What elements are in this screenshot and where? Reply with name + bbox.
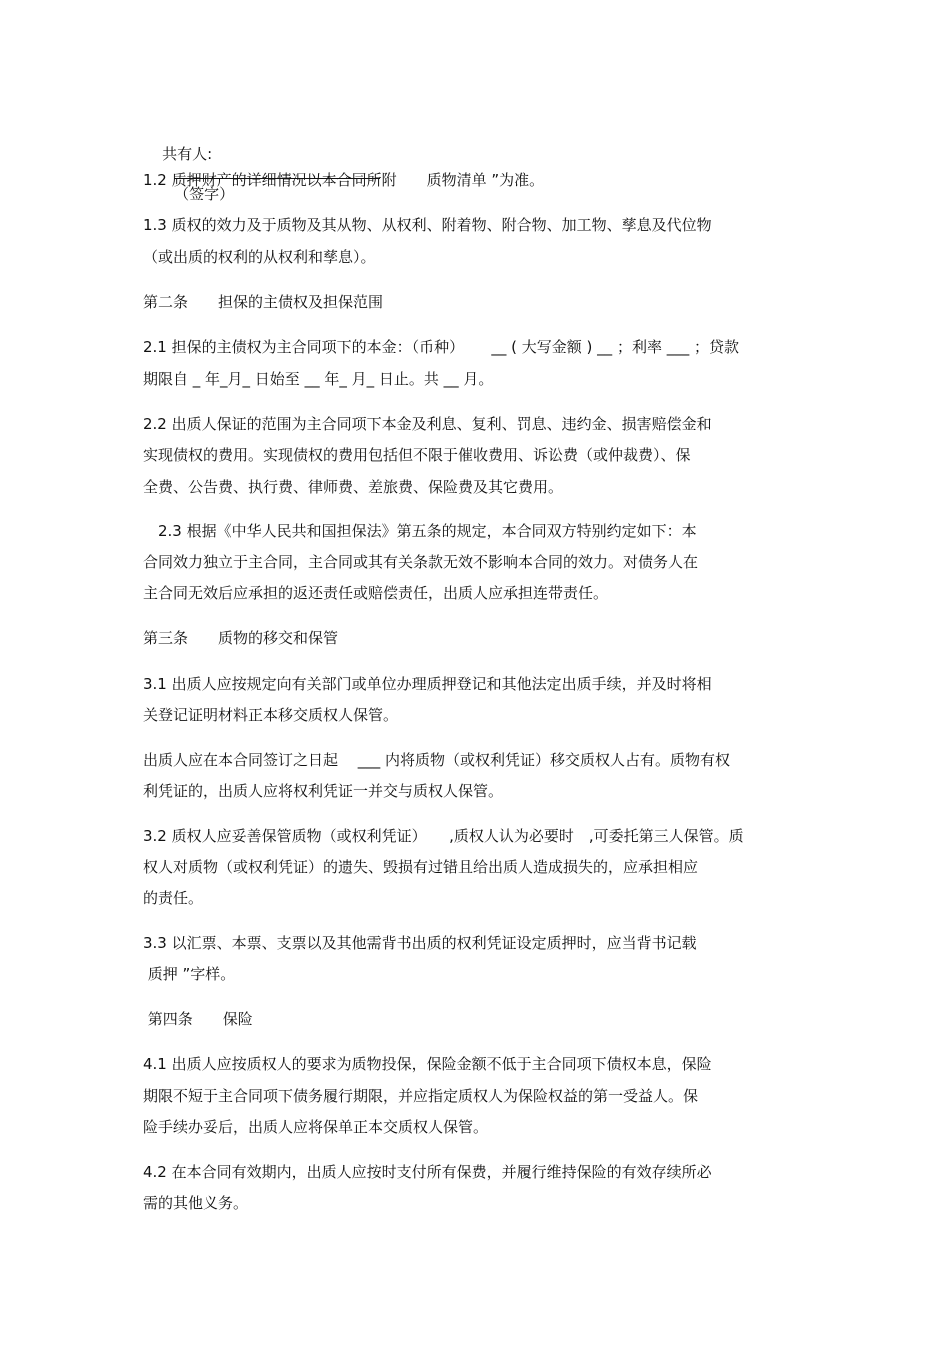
clause-4-1-line-1: 4.1 出质人应按质权人的要求为质物投保，保险金额不低于主合同项下债权本息，保险	[143, 1055, 712, 1073]
clause-3-2-line-3: 的责任。	[143, 889, 204, 907]
clause-2-1-line-2: 期限自 _ 年_月_ 日始至 __ 年_ 月_ 日止。共 __ 月。	[143, 370, 494, 388]
handover-line-2: 利凭证的，出质人应将权利凭证一并交与质权人保管。	[143, 782, 504, 800]
clause-4-1-line-2: 期限不短于主合同项下债务履行期限，并应指定质权人为保险权益的第一受益人。保	[143, 1087, 699, 1105]
article-4-heading: 第四条 保险	[143, 1010, 253, 1028]
clause-2-2-line-3: 全费、公告费、执行费、律师费、差旅费、保险费及其它费用。	[143, 478, 564, 496]
clause-4-1-line-3: 险手续办妥后，出质人应将保单正本交质权人保管。	[143, 1118, 489, 1136]
clause-1-2: 1.2 质押财产的详细情况以本合同所附 质物清单 ”为准。	[143, 171, 545, 189]
clause-2-3-line-3: 主合同无效后应承担的返还责任或赔偿责任，出质人应承担连带责任。	[143, 584, 609, 602]
clause-3-2-line-2: 权人对质物（或权利凭证）的遗失、毁损有过错且给出质人造成损失的，应承担相应	[143, 858, 699, 876]
clause-2-1-line-1: 2.1 担保的主债权为主合同项下的本金：（币种） __ ( 大写金额 ) __ ；利率 ___ ；贷款	[143, 338, 739, 356]
clause-3-3-line-1: 3.3 以汇票、本票、支票以及其他需背书出质的权利凭证设定质押时，应当背书记载	[143, 934, 697, 952]
clause-2-3-line-2: 合同效力独立于主合同，主合同或其有关条款无效不影响本合同的效力。对债务人在	[143, 553, 699, 571]
clause-2-2-line-1: 2.2 出质人保证的范围为主合同项下本金及利息、复利、罚息、违约金、损害赔偿金和	[143, 415, 712, 433]
clause-3-2-line-1: 3.2 质权人应妥善保管质物（或权利凭证） ,质权人认为必要时 ,可委托第三人保管。质	[143, 827, 744, 845]
clause-3-3-line-2: 质押 ”字样。	[143, 965, 236, 983]
clause-4-2-line-2: 需的其他义务。	[143, 1194, 249, 1212]
clause-3-1-line-1: 3.1 出质人应按规定向有关部门或单位办理质押登记和其他法定出质手续，并及时将相	[143, 675, 712, 693]
clause-2-3-line-1: 2.3 根据《中华人民共和国担保法》第五条的规定，本合同双方特别约定如下：本	[143, 522, 697, 540]
co-owner-label: 共有人:	[162, 145, 213, 163]
handover-line-1: 出质人应在本合同签订之日起 ___ 内将质物（或权利凭证）移交质权人占有。质物有权	[143, 751, 731, 769]
clause-4-2-line-1: 4.2 在本合同有效期内，出质人应按时支付所有保费，并履行维持保险的有效存续所必	[143, 1163, 712, 1181]
article-3-heading: 第三条 质物的移交和保管	[143, 629, 339, 647]
signature-note: （签字）	[174, 185, 235, 203]
clause-2-2-line-2: 实现债权的费用。实现债权的费用包括但不限于催收费用、诉讼费（或仲裁费）、保	[143, 446, 691, 464]
clause-1-3-line-2: （或出质的权利的从权利和孳息）。	[143, 248, 376, 266]
clause-3-1-line-2: 关登记证明材料正本移交质权人保管。	[143, 706, 399, 724]
article-2-heading: 第二条 担保的主债权及担保范围	[143, 293, 384, 311]
clause-1-3-line-1: 1.3 质权的效力及于质物及其从物、从权利、附着物、附合物、加工物、孳息及代位物	[143, 216, 712, 234]
